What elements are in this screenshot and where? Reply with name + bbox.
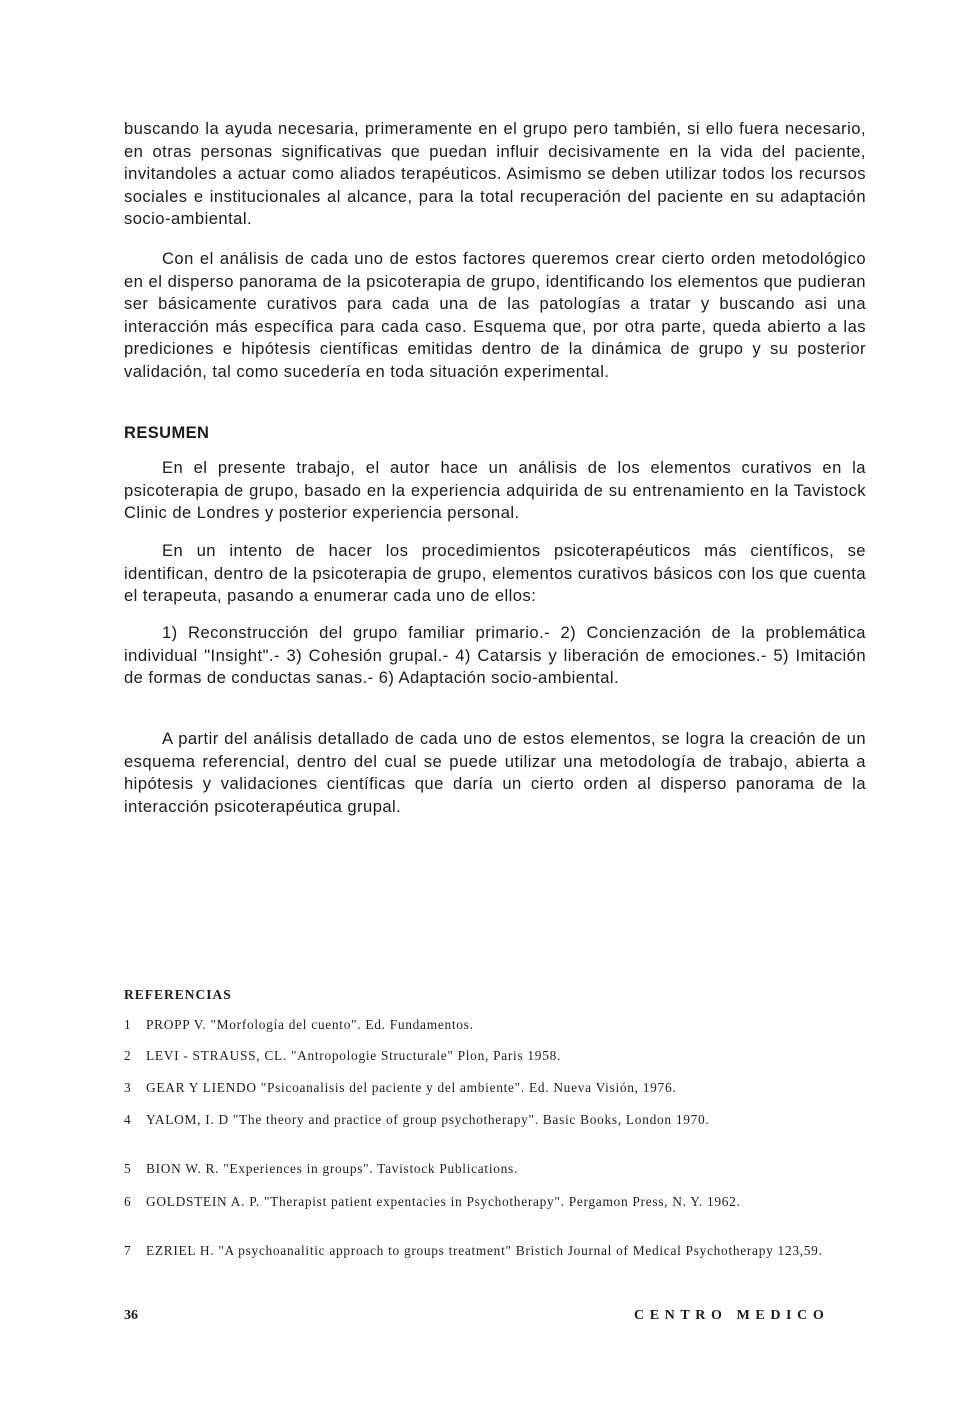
reference-item-4 [124,1111,866,1128]
referencias-heading: REFERENCIAS [124,987,232,1002]
reference-text: GEAR Y LIENDO "Psicoanalisis del paciente y del ambiente". Ed. Nueva Visión, 1976. [146,1080,677,1095]
reference-number: 5 [124,1161,132,1176]
resumen-heading: RESUMEN [124,424,210,442]
resumen-paragraph-1: En el presente trabajo, el autor hace un análisis de los elementos curativos en la psicoterapia de grupo, basado en la experiencia adquirida de su entrenamiento en la Tavistock Clinic de Londres y posterior experiencia personal. [124,458,866,523]
reference-text: BION W. R. "Experiences in groups". Tavistock Publications. [146,1161,519,1176]
reference-text: LEVI - STRAUSS, CL. "Antropologie Structurale" Plon, Paris 1958. [146,1048,562,1063]
reference-item-6 [124,1193,866,1210]
reference-item-7 [124,1242,866,1259]
reference-item-5 [124,1160,866,1177]
page-number: 36 [124,1308,138,1323]
reference-text: PROPP V. "Morfología del cuento". Ed. Fundamentos. [146,1017,474,1032]
resumen-paragraph-2: En un intento de hacer los procedimientos psicoterapéuticos más científicos, se identifican, dentro de la psicoterapia de grupo, elementos curativos básicos con los que cuenta el terapeuta, pasando a enumerar cada uno de ellos: [124,541,866,606]
body-paragraph-2: Con el análisis de cada uno de estos factores queremos crear cierto orden metodológico en el disperso panorama de la psicoterapia de grupo, identificando los elementos que pudieran ser básicamente curativos para cada una de las patologías a tratar y buscando asi una interacción más específica para cada caso. Esquema que, por otra parte, queda abierto a las prediciones e hipótesis científicas emitidas dentro de la dinámica de grupo y su posterior validación, tal como sucedería en toda situación experimental. [124,249,866,381]
reference-text: YALOM, I. D "The theory and practice of group psychotherapy". Basic Books, London 1970. [146,1112,710,1127]
reference-item-3 [124,1079,866,1096]
body-paragraph-1: buscando la ayuda necesaria, primeramente en el grupo pero también, si ello fuera necesario, en otras personas significativas que puedan influir decisivamente en la vida del paciente, invitandoles a actuar como aliados terapéuticos. Asimismo se deben utilizar todos los recursos sociales e institucionales al alcance, para la total recuperación del paciente en su adaptación socio-ambiental. [124,119,866,229]
reference-item-1 [124,1016,866,1033]
reference-number: 7 [124,1243,132,1258]
reference-number: 2 [124,1048,132,1063]
journal-name: CENTRO MEDICO [634,1308,830,1323]
reference-number: 6 [124,1194,132,1209]
reference-number: 4 [124,1112,132,1127]
reference-text: EZRIEL H. "A psychoanalitic approach to groups treatment" Bristich Journal of Medical Psychotherapy 123,59. [146,1243,823,1258]
resumen-paragraph-3: 1) Reconstrucción del grupo familiar primario.- 2) Concienzación de la problemática individual "Insight".- 3) Cohesión grupal.- 4) Catarsis y liberación de emociones.- 5) Imitación de formas de conductas sanas.- 6) Adaptación socio-ambiental. [124,623,866,688]
reference-number: 1 [124,1017,132,1032]
resumen-paragraph-4: A partir del análisis detallado de cada uno de estos elementos, se logra la creación de un esquema referencial, dentro del cual se puede utilizar una metodología de trabajo, abierta a hipótesis y validaciones científicas que daría un cierto orden al disperso panorama de la interacción psicoterapéutica grupal. [124,729,866,816]
reference-number: 3 [124,1080,132,1095]
reference-text: GOLDSTEIN A. P. "Therapist patient expentacies in Psychotherapy". Pergamon Press, N. Y. 1962. [146,1194,741,1209]
reference-item-2 [124,1047,866,1064]
